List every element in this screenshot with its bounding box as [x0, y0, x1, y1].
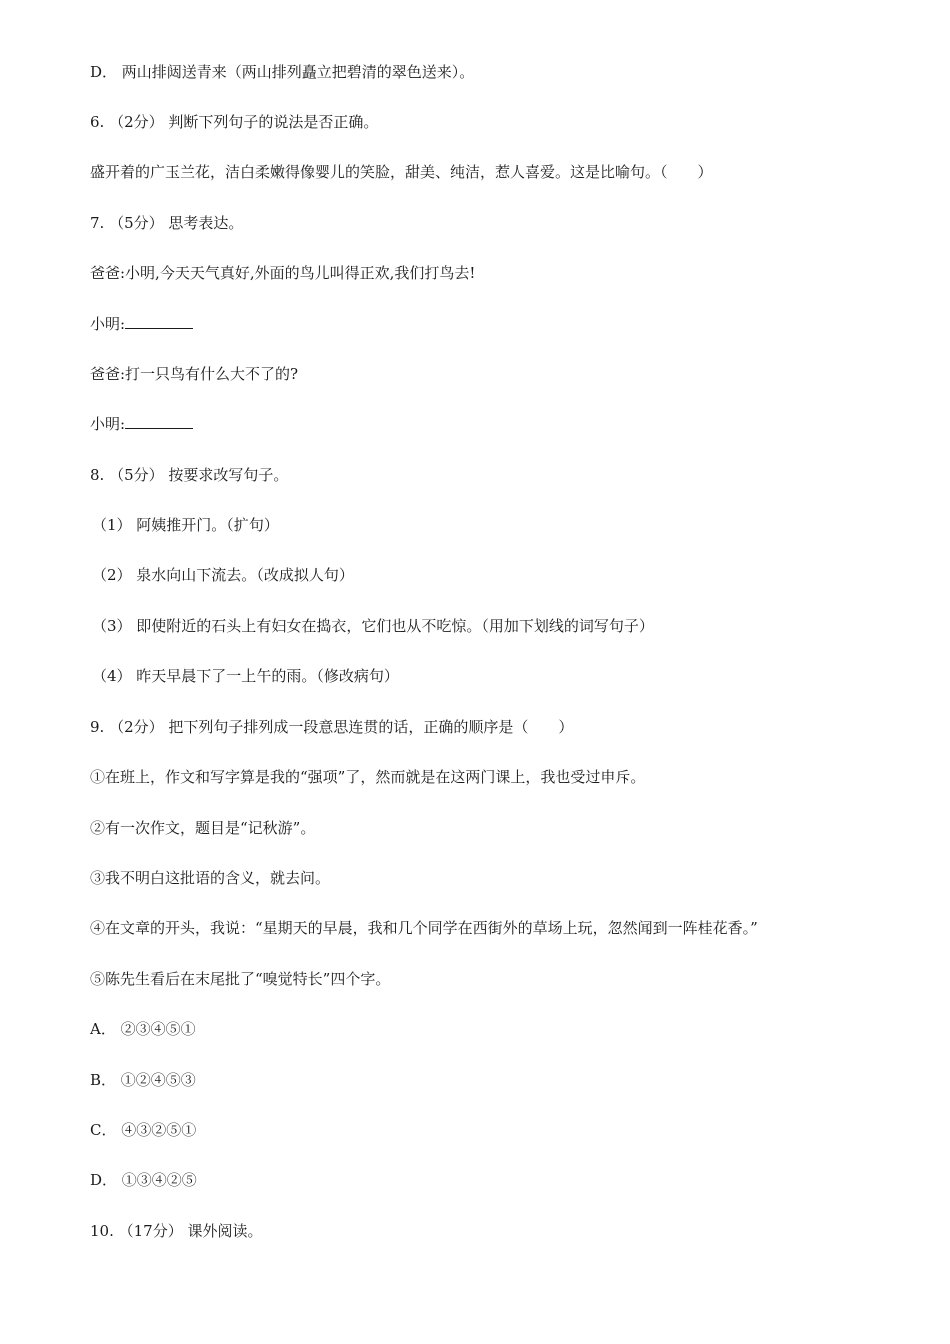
q7-stem: 7. （5分） 思考表达。 [90, 214, 244, 232]
answer-blank-1[interactable] [125, 314, 193, 329]
q6-stem: 6. （2分） 判断下列句子的说法是否正确。 [90, 113, 379, 131]
q7-ming-label-2: 小明: [90, 415, 126, 433]
q7-ming-label-1: 小明: [90, 315, 126, 333]
q10-stem: 10. （17分） 课外阅读。 [90, 1222, 263, 1240]
q8-item-1: （1） 阿姨推开门。（扩句） [92, 516, 279, 534]
q8-item-4: （4） 昨天早晨下了一上午的雨。（修改病句） [92, 667, 399, 685]
q9-sentence-3: ③我不明白这批语的含义，就去问。 [90, 869, 331, 887]
q5-option-d: D． 两山排闼送青来（两山排列矗立把碧清的翠色送来）。 [90, 63, 475, 81]
q7-dad-line-1: 爸爸:小明,今天天气真好,外面的鸟儿叫得正欢,我们打鸟去! [90, 264, 476, 282]
q9-option-b: B． ①②④⑤③ [90, 1071, 196, 1089]
answer-blank-2[interactable] [125, 414, 193, 429]
q7-ming-line-2 [90, 414, 193, 434]
q8-item-2: （2） 泉水向山下流去。（改成拟人句） [92, 566, 354, 584]
q9-option-a: A． ②③④⑤① [90, 1020, 196, 1038]
q9-stem: 9. （2分） 把下列句子排列成一段意思连贯的话，正确的顺序是（ ） [90, 718, 574, 736]
q9-sentence-5: ⑤陈先生看后在末尾批了“嗅觉特长”四个字。 [90, 970, 391, 988]
q9-sentence-2: ②有一次作文，题目是“记秋游”。 [90, 819, 316, 837]
q8-stem: 8. （5分） 按要求改写句子。 [90, 466, 289, 484]
q8-item-3: （3） 即使附近的石头上有妇女在捣衣，它们也从不吃惊。（用加下划线的词写句子） [92, 617, 654, 635]
q9-sentence-1: ①在班上，作文和写字算是我的“强项”了，然而就是在这两门课上，我也受过申斥。 [90, 768, 646, 786]
q9-option-c: C． ④③②⑤① [90, 1121, 197, 1139]
q9-sentence-4: ④在文章的开头，我说：“星期天的早晨，我和几个同学在西街外的草场上玩，忽然闻到一阵桂花香。” [90, 919, 758, 937]
q7-ming-line-1 [90, 314, 193, 334]
q7-dad-line-2: 爸爸:打一只鸟有什么大不了的? [90, 365, 299, 383]
q9-option-d: D． ①③④②⑤ [90, 1171, 197, 1189]
q6-sentence: 盛开着的广玉兰花，洁白柔嫩得像婴儿的笑脸，甜美、纯洁，惹人喜爱。这是比喻句。（ ） [90, 163, 713, 181]
